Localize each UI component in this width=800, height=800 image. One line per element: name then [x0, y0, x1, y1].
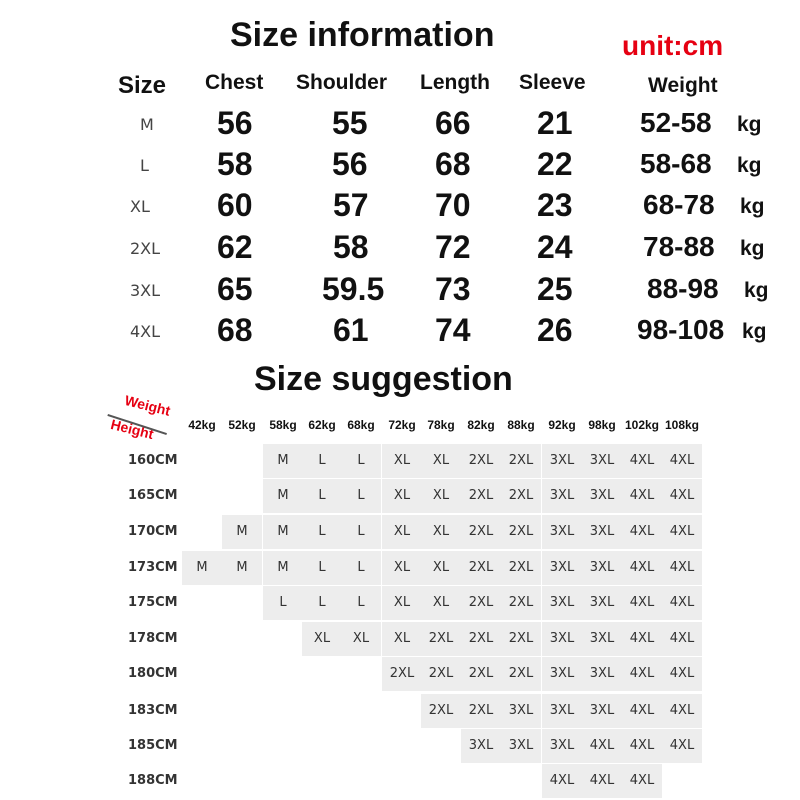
weight-unit: kg	[737, 113, 762, 136]
suggested-size: 4XL	[669, 703, 695, 718]
suggested-size: 4XL	[629, 560, 655, 575]
length-value: 74	[435, 312, 471, 348]
suggested-size: L	[357, 595, 365, 610]
shoulder-value: 59.5	[322, 271, 385, 307]
height-axis-label: Height	[109, 416, 156, 443]
suggested-size: L	[357, 453, 365, 468]
suggested-size: L	[357, 560, 365, 575]
suggested-size: 3XL	[549, 703, 575, 718]
suggested-size: 3XL	[589, 666, 615, 681]
suggested-size: 2XL	[428, 666, 454, 681]
chest-value: 58	[217, 146, 253, 182]
suggested-size: 3XL	[508, 738, 534, 753]
suggested-size: 4XL	[669, 738, 695, 753]
suggested-size: XL	[313, 631, 331, 646]
suggested-size: XL	[393, 595, 411, 610]
suggested-size: 4XL	[629, 524, 655, 539]
weight-column-header: 68kg	[347, 418, 375, 432]
suggested-size: 2XL	[508, 595, 534, 610]
sleeve-value: 24	[537, 229, 573, 265]
header-size: Size	[118, 72, 167, 99]
sleeve-value: 26	[537, 312, 573, 348]
length-value: 66	[435, 105, 471, 141]
weight-column-header: 82kg	[467, 418, 495, 432]
suggested-size: 2XL	[468, 666, 494, 681]
weight-unit: kg	[742, 320, 767, 343]
suggested-size: XL	[432, 453, 450, 468]
suggested-size: 4XL	[629, 773, 655, 788]
height-row-label: 178CM	[128, 631, 178, 646]
weight-column-header: 42kg	[188, 418, 216, 432]
suggested-size: 2XL	[468, 595, 494, 610]
suggested-size: 3XL	[589, 524, 615, 539]
size-label: 4XL	[130, 322, 161, 341]
suggested-size: 4XL	[669, 524, 695, 539]
height-row-label: 183CM	[128, 703, 178, 718]
header-weight: Weight	[648, 74, 718, 97]
suggested-size: 3XL	[549, 560, 575, 575]
suggested-size: 3XL	[589, 488, 615, 503]
height-row-label: 165CM	[128, 488, 178, 503]
suggested-size: 4XL	[629, 453, 655, 468]
shoulder-value: 58	[333, 229, 369, 265]
height-row-label: 173CM	[128, 560, 178, 575]
weight-column-header: 62kg	[308, 418, 336, 432]
suggested-size: M	[277, 560, 289, 575]
suggested-size: 2XL	[508, 666, 534, 681]
suggested-size: 4XL	[629, 488, 655, 503]
suggested-size: 3XL	[508, 703, 534, 718]
size-label: L	[140, 156, 149, 175]
suggested-size: 4XL	[669, 631, 695, 646]
suggested-size: L	[357, 488, 365, 503]
chest-value: 56	[217, 105, 253, 141]
header-sleeve: Sleeve	[519, 71, 586, 94]
suggested-size: 4XL	[669, 560, 695, 575]
weight-column-header: 108kg	[664, 418, 700, 432]
suggested-size: 3XL	[549, 595, 575, 610]
sleeve-value: 22	[537, 146, 573, 182]
suggested-size: XL	[432, 560, 450, 575]
suggested-size: 4XL	[669, 488, 695, 503]
suggested-size: 4XL	[629, 703, 655, 718]
suggested-size: XL	[393, 453, 411, 468]
length-value: 68	[435, 146, 471, 182]
suggested-size: 2XL	[468, 703, 494, 718]
weight-value: 88-98	[647, 273, 719, 304]
suggested-size: 2XL	[508, 560, 534, 575]
suggested-size: 4XL	[629, 738, 655, 753]
suggested-size: L	[318, 560, 326, 575]
sleeve-value: 23	[537, 187, 573, 223]
suggested-size: L	[279, 595, 287, 610]
suggested-size: M	[277, 524, 289, 539]
size-info-title: Size information	[230, 16, 495, 54]
chest-value: 60	[217, 187, 253, 223]
chest-value: 62	[217, 229, 253, 265]
suggested-size: 3XL	[549, 524, 575, 539]
height-row-label: 175CM	[128, 595, 178, 610]
suggested-size: 2XL	[508, 453, 534, 468]
suggested-size: 3XL	[549, 738, 575, 753]
suggested-size: 3XL	[549, 666, 575, 681]
size-label: 2XL	[130, 239, 161, 258]
suggested-size: 4XL	[549, 773, 575, 788]
suggested-size: 2XL	[508, 524, 534, 539]
weight-column-header: 78kg	[427, 418, 455, 432]
weight-unit: kg	[740, 195, 765, 218]
suggested-size: XL	[393, 524, 411, 539]
suggested-size: L	[357, 524, 365, 539]
sleeve-value: 25	[537, 271, 573, 307]
suggested-size: 3XL	[589, 595, 615, 610]
suggested-size: 2XL	[508, 631, 534, 646]
suggested-size: 2XL	[428, 631, 454, 646]
suggested-size: 3XL	[549, 631, 575, 646]
weight-value: 68-78	[643, 189, 715, 220]
suggested-size: XL	[393, 560, 411, 575]
suggested-size: 2XL	[468, 631, 494, 646]
suggested-size: 4XL	[629, 666, 655, 681]
header-shoulder: Shoulder	[296, 71, 388, 94]
size-suggestion-title: Size suggestion	[254, 360, 513, 398]
sleeve-value: 21	[537, 105, 573, 141]
suggested-size: 2XL	[468, 453, 494, 468]
shoulder-value: 55	[332, 105, 368, 141]
suggested-size: 3XL	[549, 453, 575, 468]
suggested-size: 4XL	[669, 595, 695, 610]
suggested-size: L	[318, 595, 326, 610]
suggested-size: 2XL	[428, 703, 454, 718]
size-label: 3XL	[130, 281, 161, 300]
weight-value: 78-88	[643, 231, 715, 262]
suggested-size: M	[196, 560, 208, 575]
suggested-size: M	[236, 524, 248, 539]
suggested-size: XL	[352, 631, 370, 646]
length-value: 73	[435, 271, 471, 307]
suggested-size: 2XL	[508, 488, 534, 503]
weight-column-header: 72kg	[388, 418, 416, 432]
shoulder-value: 57	[333, 187, 369, 223]
length-value: 72	[435, 229, 471, 265]
length-value: 70	[435, 187, 471, 223]
weight-column-header: 98kg	[588, 418, 616, 432]
header-chest: Chest	[205, 71, 264, 94]
height-row-label: 185CM	[128, 738, 178, 753]
suggested-size: 4XL	[669, 453, 695, 468]
suggested-size: 4XL	[629, 631, 655, 646]
suggested-size: 3XL	[589, 703, 615, 718]
suggested-size: 3XL	[468, 738, 494, 753]
height-row-label: 160CM	[128, 453, 178, 468]
suggested-size: XL	[432, 488, 450, 503]
weight-column-header: 102kg	[624, 418, 660, 432]
suggested-size: XL	[393, 488, 411, 503]
height-row-label: 188CM	[128, 773, 178, 788]
suggested-size: 2XL	[468, 560, 494, 575]
suggested-size: 2XL	[468, 524, 494, 539]
suggested-size: 3XL	[549, 488, 575, 503]
suggested-size: M	[277, 453, 289, 468]
suggested-size: M	[236, 560, 248, 575]
suggested-size: L	[318, 453, 326, 468]
suggested-size: 3XL	[589, 631, 615, 646]
suggested-size: M	[277, 488, 289, 503]
weight-value: 58-68	[640, 148, 712, 179]
weight-column-header: 92kg	[548, 418, 576, 432]
suggested-size: 4XL	[589, 773, 615, 788]
weight-value: 98-108	[637, 314, 725, 345]
suggested-size: XL	[432, 595, 450, 610]
chest-value: 68	[217, 312, 253, 348]
suggested-size: L	[318, 524, 326, 539]
chest-value: 65	[217, 271, 253, 307]
weight-unit: kg	[740, 237, 765, 260]
suggested-size: 4XL	[629, 595, 655, 610]
suggested-size: XL	[432, 524, 450, 539]
suggested-size: 3XL	[589, 453, 615, 468]
size-label: M	[140, 115, 154, 134]
suggested-size: 2XL	[389, 666, 415, 681]
unit-label: unit:cm	[622, 30, 724, 61]
suggested-size: 3XL	[589, 560, 615, 575]
weight-axis-label: Weight	[123, 392, 173, 419]
header-length: Length	[420, 71, 490, 94]
shoulder-value: 61	[333, 312, 369, 348]
height-row-label: 180CM	[128, 666, 178, 681]
weight-column-header: 52kg	[228, 418, 256, 432]
weight-value: 52-58	[640, 107, 712, 138]
suggested-size: XL	[393, 631, 411, 646]
weight-unit: kg	[744, 279, 769, 302]
size-label: XL	[130, 197, 150, 216]
height-row-label: 170CM	[128, 524, 178, 539]
suggested-size: 4XL	[669, 666, 695, 681]
suggested-size: L	[318, 488, 326, 503]
suggested-size: 2XL	[468, 488, 494, 503]
suggested-size: 4XL	[589, 738, 615, 753]
shoulder-value: 56	[332, 146, 368, 182]
weight-unit: kg	[737, 154, 762, 177]
weight-column-header: 58kg	[269, 418, 297, 432]
weight-column-header: 88kg	[507, 418, 535, 432]
